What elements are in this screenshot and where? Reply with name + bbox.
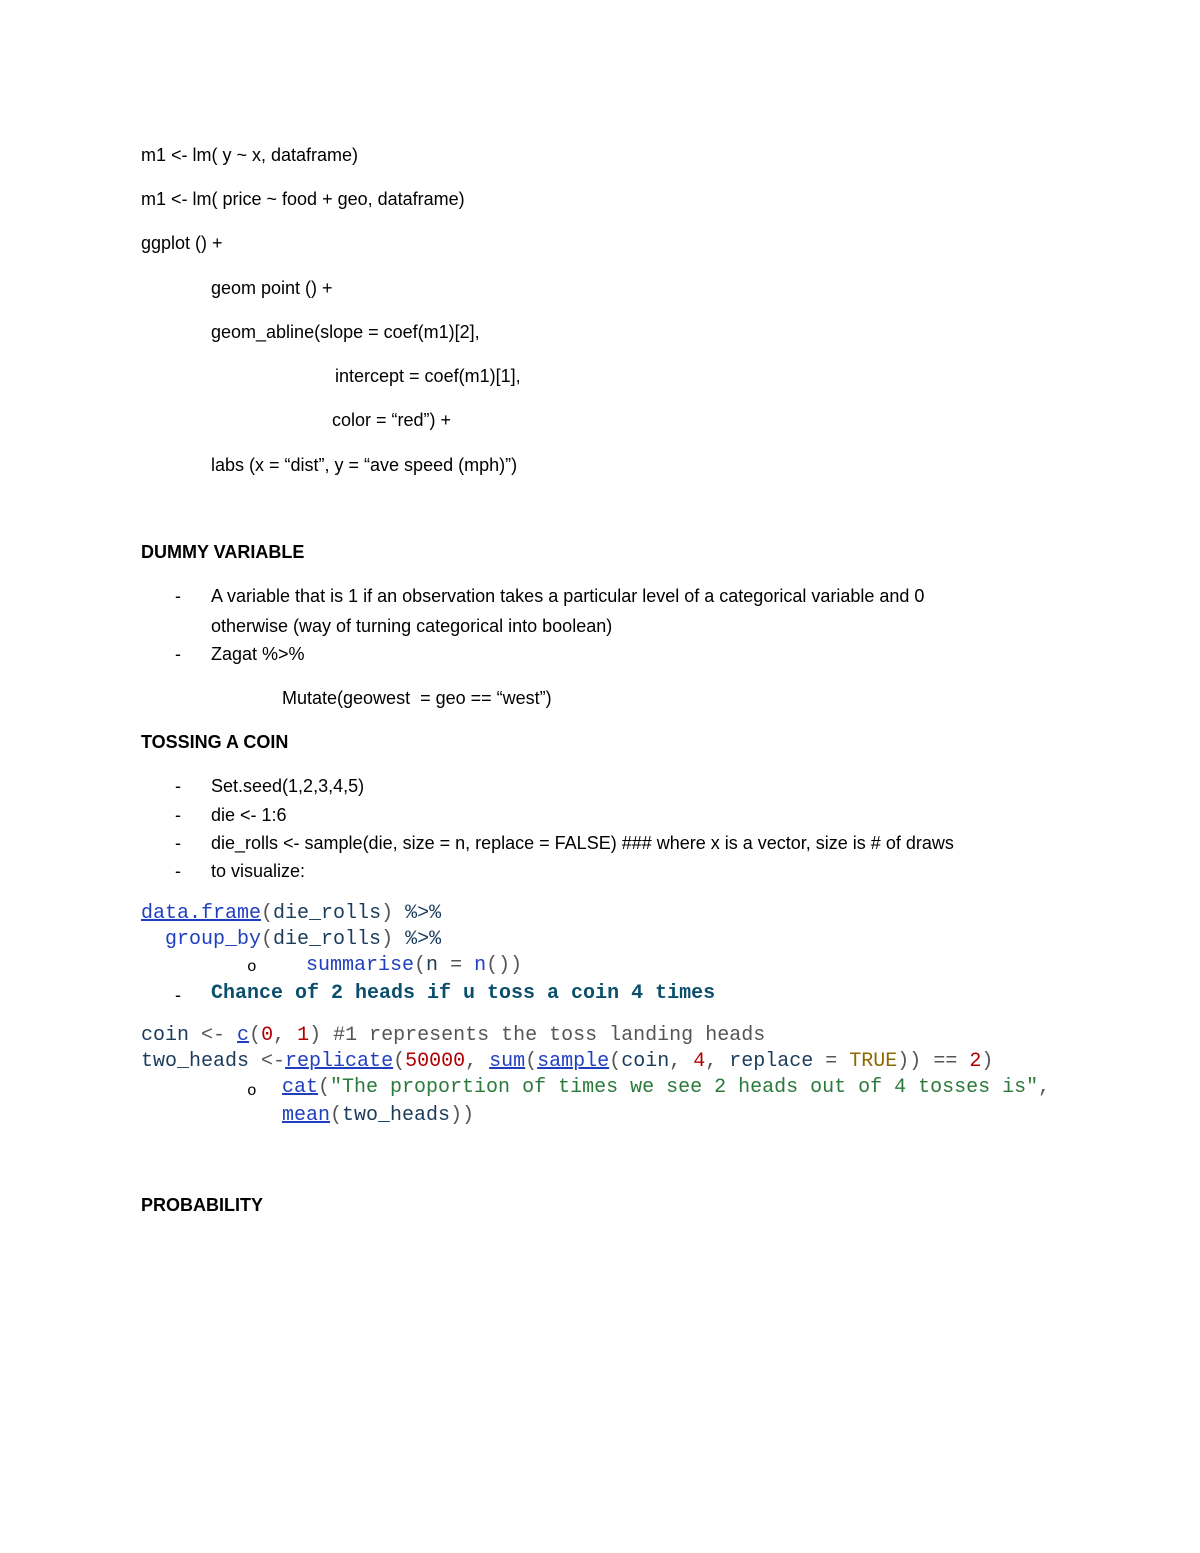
code-pipe: %>%: [393, 928, 442, 951]
code-data-frame-line: [141, 901, 441, 927]
coin-item-die: die <- 1:6: [211, 805, 287, 825]
code-fn: mean: [282, 1104, 331, 1127]
bullet-dash: -: [175, 586, 181, 606]
code-punct: ): [309, 1024, 322, 1047]
code-arg: die_rolls: [273, 902, 382, 925]
code-var: coin: [141, 1024, 190, 1047]
code-number: 4: [693, 1050, 706, 1073]
bullet-dash: -: [175, 861, 181, 881]
bullet-circle: o: [247, 958, 257, 976]
code-fn: sample: [537, 1050, 610, 1073]
code-summarise-line: [306, 953, 522, 979]
code-line-geom-abline: geom_abline(slope = coef(m1)[2],: [211, 322, 480, 342]
code-punct: (: [249, 1024, 262, 1047]
dummy-definition-line1: A variable that is 1 if an observation takes a particular level of a categorical variable and 0: [211, 586, 925, 606]
code-fn: sum: [489, 1050, 526, 1073]
coin-item-die-rolls: die_rolls <- sample(die, size = n, replace = FALSE) ### where x is a vector, size is # of draws: [211, 833, 954, 853]
code-assign: <-: [249, 1050, 286, 1073]
heading-dummy-variable: DUMMY VARIABLE: [141, 542, 305, 562]
code-line-lm1: m1 <- lm( y ~ x, dataframe): [141, 145, 359, 165]
bullet-dash: -: [175, 833, 181, 853]
code-fn: replicate: [285, 1050, 394, 1073]
code-assign: <-: [189, 1024, 238, 1047]
code-group-by-line: [165, 927, 441, 953]
heading-tossing-a-coin: TOSSING A COIN: [141, 732, 289, 752]
code-punct: (: [318, 1076, 331, 1099]
code-line-labs: labs (x = “dist”, y = “ave speed (mph)”): [211, 455, 518, 475]
code-punct: (: [261, 902, 274, 925]
code-pipe: %>%: [393, 902, 442, 925]
code-comment: #1 represents the toss landing heads: [321, 1024, 766, 1047]
dummy-mutate: Mutate(geowest = geo == “west”): [282, 688, 552, 708]
code-fn: c: [237, 1024, 250, 1047]
code-coin-line: [141, 1023, 765, 1049]
code-punct: )): [897, 1050, 922, 1073]
heading-probability: PROBABILITY: [141, 1195, 264, 1215]
bullet-dash: -: [175, 644, 181, 664]
code-punct: ): [981, 1050, 994, 1073]
code-fn: cat: [282, 1076, 319, 1099]
bullet-circle: o: [247, 1082, 257, 1100]
code-var: two_heads: [141, 1050, 250, 1073]
dummy-zagat: Zagat %>%: [211, 644, 305, 664]
code-string: "The proportion of times we see 2 heads out of 4 tosses is": [330, 1076, 1039, 1099]
code-cat-line: [282, 1075, 1050, 1101]
code-line-geom-point: geom point () +: [211, 278, 333, 298]
code-punct: (: [609, 1050, 622, 1073]
code-punct: (: [261, 928, 274, 951]
code-punct: ,: [669, 1050, 694, 1073]
code-punct: ): [381, 928, 394, 951]
code-arg: replace: [729, 1050, 814, 1073]
code-punct: (: [525, 1050, 538, 1073]
code-line-color: color = “red”) +: [332, 410, 452, 430]
code-punct: )): [450, 1104, 475, 1127]
code-punct: (: [330, 1104, 343, 1127]
bullet-dash: -: [175, 776, 181, 796]
code-line-ggplot: ggplot () +: [141, 233, 223, 253]
code-punct: (: [393, 1050, 406, 1073]
code-fn: data.frame: [141, 902, 262, 925]
code-punct: ,: [465, 1050, 490, 1073]
dummy-definition-line2: otherwise (way of turning categorical into boolean): [211, 616, 613, 636]
bullet-dash: -: [175, 985, 181, 1005]
code-fn: summarise: [306, 954, 415, 977]
bullet-dash: -: [175, 805, 181, 825]
code-mean-line: [282, 1103, 474, 1129]
code-punct: =: [438, 954, 475, 977]
coin-chance-text: Chance of 2 heads if u toss a coin 4 times: [211, 982, 716, 1005]
code-punct: (: [414, 954, 427, 977]
code-line-lm2: m1 <- lm( price ~ food + geo, dataframe): [141, 189, 465, 209]
code-punct: ()): [486, 954, 523, 977]
code-line-intercept: intercept = coef(m1)[1],: [335, 366, 521, 386]
code-arg: two_heads: [342, 1104, 451, 1127]
code-punct: =: [813, 1050, 850, 1073]
code-operator: ==: [921, 1050, 970, 1073]
code-number: 2: [969, 1050, 982, 1073]
code-arg: n: [426, 954, 439, 977]
code-two-heads-line: [141, 1049, 993, 1075]
code-punct: ,: [1038, 1076, 1051, 1099]
code-number: 1: [297, 1024, 310, 1047]
code-punct: ,: [273, 1024, 298, 1047]
coin-item-visualize: to visualize:: [211, 861, 306, 881]
code-punct: ): [381, 902, 394, 925]
coin-item-set-seed: Set.seed(1,2,3,4,5): [211, 776, 365, 796]
code-number: 0: [261, 1024, 274, 1047]
code-number: 50000: [405, 1050, 466, 1073]
code-constant: TRUE: [849, 1050, 898, 1073]
code-arg: coin: [621, 1050, 670, 1073]
code-arg: die_rolls: [273, 928, 382, 951]
code-punct: ,: [705, 1050, 730, 1073]
code-fn: group_by: [165, 928, 262, 951]
code-fn: n: [474, 954, 487, 977]
